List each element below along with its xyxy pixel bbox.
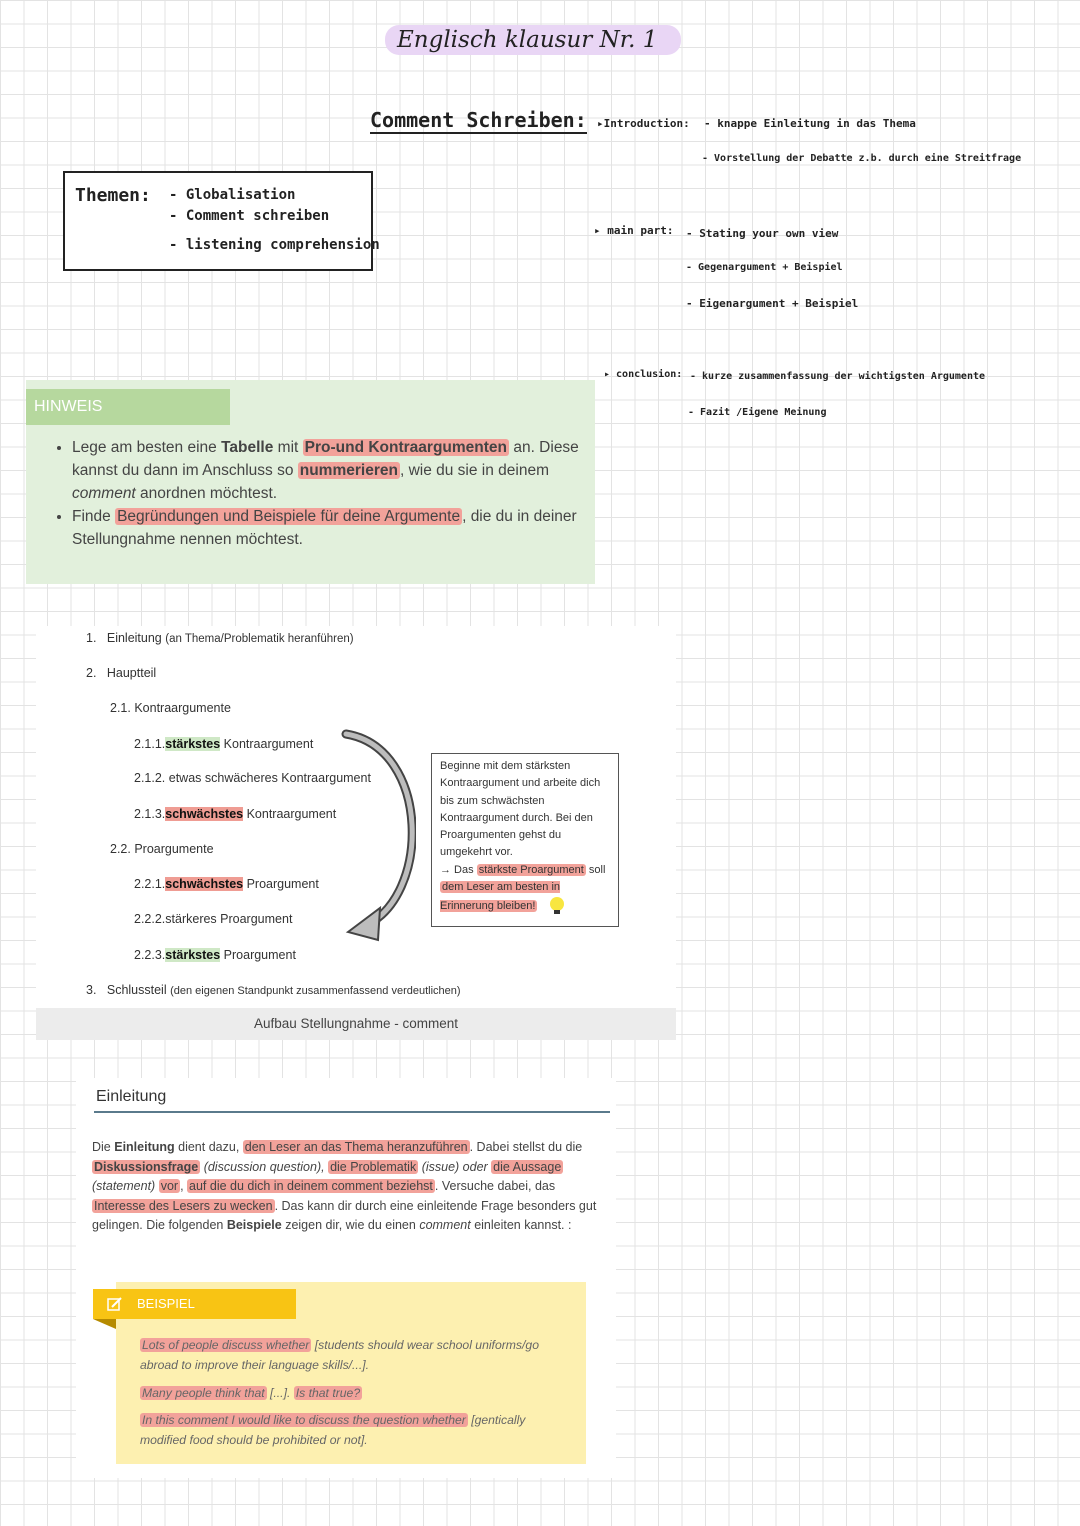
themen-label: Themen: bbox=[75, 185, 151, 206]
note-intro-1: - knappe Einleitung in das Thema bbox=[704, 117, 916, 130]
curved-arrow-icon bbox=[336, 728, 416, 943]
struct-line-22: 2.2. Proargumente bbox=[110, 842, 214, 856]
struct-line-223: 2.2.3.stärkstes Proargument bbox=[134, 948, 296, 962]
struct-line-211: 2.1.1.stärkstes Kontraargument bbox=[134, 737, 314, 751]
note-concl-1: - kurze zusammenfassung der wichtigsten Argumente bbox=[690, 371, 986, 382]
note-conclusion-label: ▸ conclusion: bbox=[604, 369, 683, 380]
structure-panel bbox=[36, 626, 676, 1040]
themen-item-1: - Globalisation bbox=[169, 187, 296, 203]
comment-heading: Comment Schreiben: bbox=[370, 108, 587, 132]
hinweis-list bbox=[50, 436, 582, 551]
hinweis-bullet-1: • Lege am besten eine Tabelle mit Pro-und Kontraargumenten an. Diese kannst du dann im Anschluss so nummerieren , wie du sie in deinem comment anordnen möchtest. bbox=[72, 436, 582, 505]
struct-line-21: 2.1. Kontraargumente bbox=[110, 701, 231, 715]
themen-item-3: - listening comprehension bbox=[169, 237, 380, 253]
einleitung-heading: Einleitung bbox=[96, 1088, 167, 1105]
page-title: Englisch klausur Nr. 1 bbox=[385, 25, 681, 55]
themen-item-2: - Comment schreiben bbox=[169, 208, 330, 224]
structure-hint-box: Beginne mit dem stärksten Kontraargument und arbeite dich bis zum schwächsten Kontraargument durch. Bei den Proargumenten gehst du umgekehrt vor. → Das stärkste Proargument soll dem Leser am besten in Erinnerung bleiben! bbox=[431, 753, 619, 927]
beispiel-box bbox=[116, 1282, 586, 1464]
beispiel-tab-fold bbox=[93, 1319, 116, 1329]
note-intro-2: - Vorstellung der Debatte z.b. durch eine Streitfrage bbox=[702, 153, 1022, 164]
note-introduction-label: ▸Introduction: bbox=[597, 117, 690, 130]
hinweis-box bbox=[26, 380, 595, 584]
themen-box bbox=[63, 171, 380, 271]
hinweis-tab: HINWEIS bbox=[26, 389, 230, 425]
beispiel-tab: BEISPIEL bbox=[93, 1289, 296, 1319]
struct-line-2: 2. Hauptteil bbox=[86, 666, 157, 680]
einleitung-paragraph: Die Einleitung dient dazu, den Leser an das Thema heranzuführen . Dabei stellst du die Diskussionsfrage (discussion question), die Problematik (issue) oder die Aussage (statement) vor , auf die du dich in deinem comment beziehst . Versuche dabei, das Interesse des Lesers zu wecken . Das kann dir durch eine einleitende Frage besonders gut gelingen. Die folgenden Beispiele zeigen dir, wie du einen comment einleiten kannst. : bbox=[92, 1140, 597, 1232]
struct-line-213: 2.1.3.schwächstes Kontraargument bbox=[134, 807, 337, 821]
struct-line-222: 2.2.2.stärkeres Proargument bbox=[134, 912, 293, 926]
edit-icon bbox=[107, 1297, 123, 1311]
note-concl-2: - Fazit /Eigene Meinung bbox=[688, 407, 827, 418]
note-main-3: - Eigenargument + Beispiel bbox=[686, 297, 859, 310]
beispiel-example-2: Many people think that [...]. Is that true? bbox=[142, 1386, 361, 1400]
note-main-1: - Stating your own view bbox=[686, 227, 839, 240]
beispiel-example-1: Lots of people discuss whether [students should wear school uniforms/go abroad to improve their language skills/...]. bbox=[140, 1338, 539, 1372]
struct-line-3: 3. Schlussteil (den eigenen Standpunkt zusammenfassend verdeutlichen) bbox=[86, 983, 461, 997]
einleitung-divider bbox=[94, 1111, 610, 1113]
note-main-2: - Gegenargument + Beispiel bbox=[686, 262, 843, 273]
structure-caption: Aufbau Stellungnahme - comment bbox=[36, 1008, 676, 1040]
struct-line-212: 2.1.2. etwas schwächeres Kontraargument bbox=[134, 771, 371, 785]
struct-line-1: 1. Einleitung (an Thema/Problematik heranführen) bbox=[86, 631, 354, 645]
einleitung-section bbox=[76, 1078, 616, 1478]
struct-line-221: 2.2.1.schwächstes Proargument bbox=[134, 877, 319, 891]
note-main-label: ▸ main part: bbox=[594, 224, 674, 237]
hinweis-bullet-2: • Finde Begründungen und Beispiele für deine Argumente , die du in deiner Stellungnahme nennen möchtest. bbox=[72, 505, 582, 551]
beispiel-example-3: In this comment I would like to discuss the question whether [gentically modified food should be prohibited or not]. bbox=[140, 1413, 526, 1447]
lightbulb-icon bbox=[548, 896, 566, 916]
